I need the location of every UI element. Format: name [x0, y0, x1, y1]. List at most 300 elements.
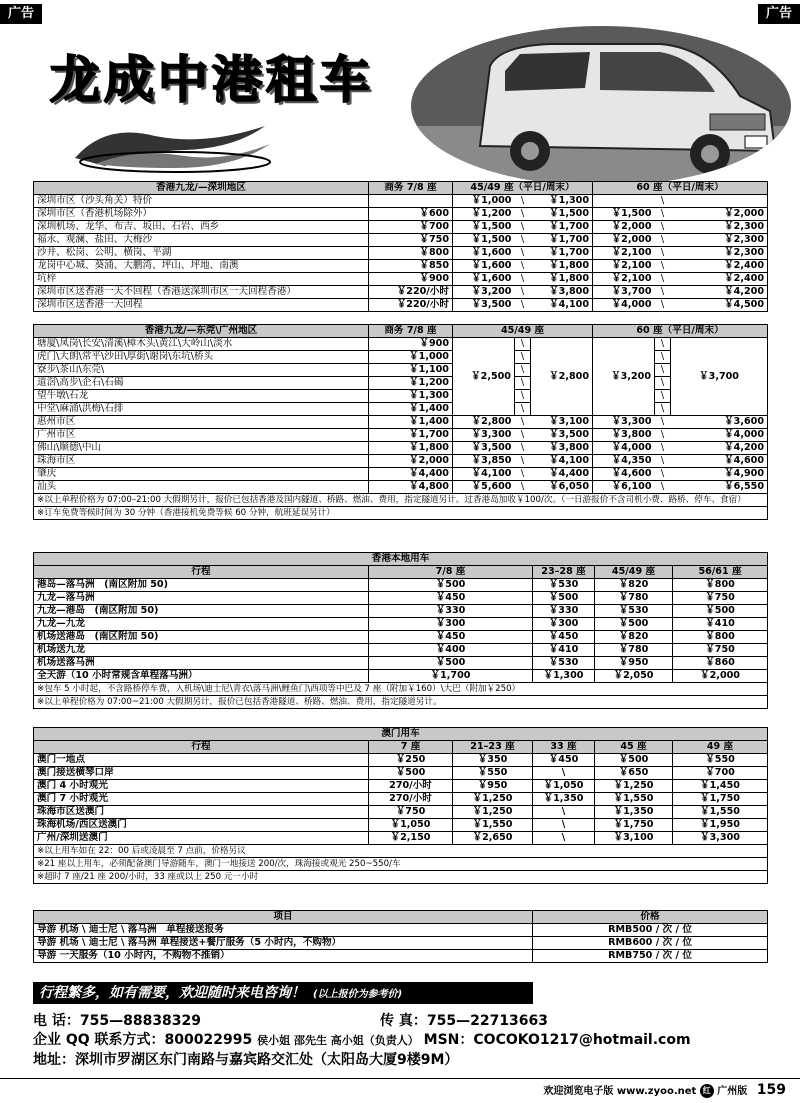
price-cell: ￥1,350	[595, 806, 673, 819]
separator: \	[515, 299, 531, 312]
dragon-logo-icon	[65, 118, 280, 180]
price-45-weekend: ￥3,500	[531, 429, 593, 442]
price-7-8: ￥800	[369, 247, 453, 260]
separator: \	[655, 299, 671, 312]
price-cell: ￥410	[533, 644, 595, 657]
price-cell: ￥500	[673, 605, 768, 618]
price-7-8: ￥900	[369, 273, 453, 286]
price-60-weekend: ￥4,200	[671, 286, 768, 299]
route-cell: 澳门 4 小时观光	[34, 780, 369, 793]
region-cell: 塘厦\凤岗\长安\清溪\樟木头\黄江\大岭山\淡水	[34, 338, 369, 351]
page-title: 龙成中港租车	[50, 51, 374, 109]
table-row	[34, 364, 768, 377]
region-cell: 寮步\茶山\东莞\	[34, 364, 369, 377]
separator: \	[655, 338, 671, 351]
price-60-weekday: ￥4,600	[593, 468, 655, 481]
route-cell: 机场送九龙	[34, 644, 369, 657]
price-45-weekday: ￥3,300	[453, 429, 515, 442]
price-cell: ￥1,400	[369, 403, 453, 416]
price-cell: \	[533, 767, 595, 780]
price-cell: ￥410	[673, 618, 768, 631]
price-45-weekend: ￥3,100	[531, 416, 593, 429]
header-col: 7 座	[369, 741, 453, 754]
header-price: 价格	[533, 911, 768, 924]
note-text: ※以上单程价格为 07:00–21:00 大假期另计，报价已包括香港及国内隧道、桥路、燃油、费用，指定隧道另计。过香港岛加收￥100/次。（一日游报价不含司机小费、路桥、停车、食宿）	[34, 494, 768, 507]
msn: MSN：COCOKO1217@hotmail.com	[423, 1032, 691, 1048]
price-45-weekend: ￥1,700	[531, 221, 593, 234]
price-45-weekend: ￥6,050	[531, 481, 593, 494]
price-cell: ￥500	[533, 592, 595, 605]
region-cell: 深圳市区（沙头角关）特价	[34, 195, 369, 208]
separator: \	[515, 273, 531, 286]
region-cell: 道滘\高步\企石\石碣	[34, 377, 369, 390]
publication-logo-icon: 红	[700, 1084, 714, 1098]
table-row	[34, 481, 768, 494]
table-row	[34, 924, 768, 937]
group-price-45: ￥2,500	[453, 338, 515, 416]
table-row	[34, 195, 768, 208]
price-60-weekend: ￥2,400	[671, 273, 768, 286]
region-cell: 望牛墩\石龙	[34, 390, 369, 403]
ad-corner-label-left: 广告	[0, 4, 42, 24]
table-row	[34, 644, 768, 657]
header-col: 21–23 座	[453, 741, 533, 754]
price-cell: ￥2,000	[673, 670, 768, 683]
table-row	[34, 605, 768, 618]
header-region: 香港九龙/—深圳地区	[34, 182, 369, 195]
table-row	[34, 442, 768, 455]
table-row	[34, 832, 768, 845]
price-45-weekday: ￥2,800	[453, 416, 515, 429]
separator: \	[655, 468, 671, 481]
price-cell: ￥1,100	[369, 364, 453, 377]
price-60-weekend: ￥4,900	[671, 468, 768, 481]
separator: \	[655, 260, 671, 273]
group-price-45-weekend: ￥2,800	[531, 338, 593, 416]
price-cell: 270/小时	[369, 780, 453, 793]
price-7-8: ￥600	[369, 208, 453, 221]
separator: \	[515, 195, 531, 208]
region-cell: 汕头	[34, 481, 369, 494]
price-cell: ￥330	[369, 605, 533, 618]
ad-corner-label-right: 广告	[758, 4, 800, 24]
table-row	[34, 767, 768, 780]
separator: \	[655, 442, 671, 455]
separator: \	[515, 481, 531, 494]
price-cell: ￥2,050	[595, 670, 673, 683]
table-header-row	[34, 911, 768, 924]
price-cell: ￥300	[369, 618, 533, 631]
route-cell: 全天游（10 小时常规含单程落马洲）	[34, 670, 369, 683]
price-45-weekend: ￥1,300	[531, 195, 593, 208]
price-cell: ￥530	[595, 605, 673, 618]
price-cell: ￥550	[453, 767, 533, 780]
price-60-weekend: ￥3,600	[671, 416, 768, 429]
separator: \	[655, 403, 671, 416]
table-row	[34, 793, 768, 806]
region-cell: 深圳市区送香港一天回程	[34, 299, 369, 312]
price-45-weekend: ￥4,400	[531, 468, 593, 481]
header-7-8-seat: 商务 7/8 座	[369, 325, 453, 338]
price-cell: ￥1,050	[369, 819, 453, 832]
price-cell: ￥1,550	[673, 806, 768, 819]
price-45-weekend: ￥4,100	[531, 455, 593, 468]
region-cell: 虎门\大朗\常平\沙田\厚街\谢岗\东坑\桥头	[34, 351, 369, 364]
note-text: ※超时 7 座/21 座 200/小时，33 座或以上 250 元一小时	[34, 871, 768, 884]
price-cell: ￥1,550	[595, 793, 673, 806]
price-cell: ￥1,550	[453, 819, 533, 832]
region-cell: 广州市区	[34, 429, 369, 442]
price-7-8: ￥700	[369, 221, 453, 234]
phone-line	[33, 1010, 201, 1030]
price-7-8: ￥220/小时	[369, 299, 453, 312]
price-45-weekend: ￥4,100	[531, 299, 593, 312]
price-60-weekend: ￥2,400	[671, 260, 768, 273]
price-cell: ￥250	[369, 754, 453, 767]
header-route: 行程	[34, 566, 369, 579]
group-price-60: ￥3,200	[593, 338, 655, 416]
price-cell: ￥500	[369, 657, 533, 670]
header-region: 香港九龙/—东莞\广州地区	[34, 325, 369, 338]
price-cell: ￥900	[369, 338, 453, 351]
price-cell: ￥1,750	[673, 793, 768, 806]
guide-service-table	[33, 910, 768, 963]
separator: \	[655, 351, 671, 364]
separator: \	[655, 286, 671, 299]
price-45-weekday: ￥1,600	[453, 247, 515, 260]
table-row	[34, 273, 768, 286]
price-45-weekday: ￥1,600	[453, 260, 515, 273]
separator: \	[515, 403, 531, 416]
separator: \	[655, 221, 671, 234]
price-7-8: ￥2,000	[369, 455, 453, 468]
section-title: 香港本地用车	[34, 553, 768, 566]
table-header-row	[34, 741, 768, 754]
price-cell: ￥820	[595, 579, 673, 592]
price-cell: ￥450	[533, 631, 595, 644]
price-45-weekend: ￥1,800	[531, 273, 593, 286]
price-cell: ￥750	[673, 592, 768, 605]
price-cell: ￥1,450	[673, 780, 768, 793]
region-cell: 珠海市区	[34, 455, 369, 468]
price-cell: ￥800	[673, 579, 768, 592]
price-cell: ￥450	[369, 592, 533, 605]
price-cell: ￥300	[533, 618, 595, 631]
price-cell: \	[533, 819, 595, 832]
price-cell: ￥350	[453, 754, 533, 767]
price-60-weekend: ￥2,300	[671, 247, 768, 260]
price-cell: ￥450	[533, 754, 595, 767]
price-60-weekday: ￥6,100	[593, 481, 655, 494]
macau-table	[33, 727, 768, 884]
price-cell: ￥450	[369, 631, 533, 644]
price-60-weekend: ￥4,200	[671, 442, 768, 455]
price-7-8: ￥1,700	[369, 429, 453, 442]
header-7-8-seat: 商务 7/8 座	[369, 182, 453, 195]
price-45-weekday: ￥5,600	[453, 481, 515, 494]
price-60-weekend: ￥2,300	[671, 221, 768, 234]
price-45-weekday: ￥4,100	[453, 468, 515, 481]
price-45-weekday: ￥1,200	[453, 208, 515, 221]
address-line	[33, 1049, 458, 1069]
price-45-weekend: ￥3,800	[531, 442, 593, 455]
route-cell: 机场送落马洲	[34, 657, 369, 670]
page-number: 159	[756, 1082, 786, 1098]
price-45-weekday: ￥1,600	[453, 273, 515, 286]
price-60-weekday: ￥2,000	[593, 234, 655, 247]
note-text: ※21 座以上用车，必须配备澳门导游随车，澳门一地接送 200/次，珠海接或观光 250~550/车	[34, 858, 768, 871]
price-cell: ￥750	[673, 644, 768, 657]
phone: 电 话：755—88838329	[33, 1013, 202, 1029]
price-cell: ￥820	[595, 631, 673, 644]
price-7-8: ￥4,400	[369, 468, 453, 481]
contact-persons: 侯小姐 邵先生 高小姐（负责人）	[257, 1034, 419, 1047]
separator: \	[655, 390, 671, 403]
table-row	[34, 416, 768, 429]
price-cell: ￥1,750	[595, 819, 673, 832]
price-7-8: ￥850	[369, 260, 453, 273]
price-cell: ￥1,000	[369, 351, 453, 364]
price-60-weekend	[671, 195, 768, 208]
table-row	[34, 260, 768, 273]
price-7-8: ￥1,400	[369, 416, 453, 429]
price-cell: ￥1,300	[369, 390, 453, 403]
service-cell: 导游 机场 \ 迪士尼 \ 落马洲 单程接送+餐厅服务（5 小时内，不购物）	[34, 937, 533, 950]
price-60-weekend: ￥4,000	[671, 429, 768, 442]
price-cell: ￥530	[533, 657, 595, 670]
group-price-60-weekend: ￥3,700	[671, 338, 768, 416]
price-cell: ￥3,100	[595, 832, 673, 845]
price-7-8: ￥4,800	[369, 481, 453, 494]
price-60-weekday: ￥2,000	[593, 221, 655, 234]
price-60-weekday: ￥2,100	[593, 247, 655, 260]
service-price: RMB500 / 次 / 位	[533, 924, 768, 937]
price-cell: 270/小时	[369, 793, 453, 806]
price-60-weekend: ￥4,600	[671, 455, 768, 468]
separator: \	[515, 416, 531, 429]
separator: \	[655, 455, 671, 468]
table-row	[34, 819, 768, 832]
price-60-weekday: ￥4,000	[593, 442, 655, 455]
price-cell: ￥2,650	[453, 832, 533, 845]
header-60-seat: 60 座（平日/周末）	[593, 325, 768, 338]
price-7-8: ￥750	[369, 234, 453, 247]
separator: \	[515, 286, 531, 299]
separator: \	[515, 364, 531, 377]
price-cell: ￥2,150	[369, 832, 453, 845]
separator: \	[655, 195, 671, 208]
header-45-49-seat: 45/49 座	[453, 325, 593, 338]
table-header-row	[34, 325, 768, 338]
price-cell: ￥700	[673, 767, 768, 780]
service-price: RMB600 / 次 / 位	[533, 937, 768, 950]
page-footer	[0, 1078, 800, 1100]
price-45-weekday: ￥1,500	[453, 234, 515, 247]
separator: \	[655, 208, 671, 221]
table-row	[34, 247, 768, 260]
price-60-weekday	[593, 195, 655, 208]
header-60-seat: 60 座（平日/周末）	[593, 182, 768, 195]
price-cell: ￥860	[673, 657, 768, 670]
route-cell: 九龙—港岛 (南区附加 50)	[34, 605, 369, 618]
table-header-row	[34, 182, 768, 195]
minivan-photo	[410, 26, 792, 186]
price-cell: ￥330	[533, 605, 595, 618]
region-cell: 福永、观澜、盐田、大梅沙	[34, 234, 369, 247]
price-cell: ￥750	[369, 806, 453, 819]
separator: \	[655, 234, 671, 247]
banner-subtext: (以上报价为参考价)	[313, 989, 403, 1000]
price-45-weekday: ￥3,500	[453, 442, 515, 455]
price-cell: ￥1,350	[533, 793, 595, 806]
service-cell: 导游 机场 \ 迪士尼 \ 落马洲 单程接送报务	[34, 924, 533, 937]
separator: \	[515, 468, 531, 481]
separator: \	[515, 377, 531, 390]
footer-text: 欢迎浏览电子版 www.zyoo.net	[543, 1086, 697, 1097]
separator: \	[515, 351, 531, 364]
service-cell: 导游 一天服务（10 小时内，不购物不推销）	[34, 950, 533, 963]
shenzhen-price-table	[33, 181, 768, 312]
table-row	[34, 592, 768, 605]
region-cell: 佛山\顺德\中山	[34, 442, 369, 455]
table-row	[34, 937, 768, 950]
price-60-weekend: ￥4,500	[671, 299, 768, 312]
consult-banner	[33, 982, 533, 1004]
price-cell: ￥650	[595, 767, 673, 780]
price-60-weekday: ￥4,000	[593, 299, 655, 312]
price-cell: ￥1,250	[453, 793, 533, 806]
price-cell: ￥500	[369, 767, 453, 780]
price-cell: ￥530	[533, 579, 595, 592]
table-row	[34, 754, 768, 767]
service-price: RMB750 / 次 / 位	[533, 950, 768, 963]
separator: \	[515, 247, 531, 260]
region-cell: 中堂\麻涌\洪梅\石排	[34, 403, 369, 416]
table-row	[34, 806, 768, 819]
price-45-weekend: ￥1,700	[531, 234, 593, 247]
note-text: ※包车 5 小时起，不含路桥停车费，入机场\迪士尼\青衣\落马洲\鲤鱼门\西项等中巴及 7 座（附加￥160）\大巴（附加￥250）	[34, 683, 768, 696]
table-row	[34, 208, 768, 221]
separator: \	[655, 273, 671, 286]
table-row	[34, 618, 768, 631]
dongguan-guangzhou-price-table	[33, 324, 768, 520]
separator: \	[515, 390, 531, 403]
note-row	[34, 845, 768, 858]
fax-line	[380, 1010, 548, 1030]
price-cell: ￥3,300	[673, 832, 768, 845]
route-cell: 广州/深圳送澳门	[34, 832, 369, 845]
table-row	[34, 468, 768, 481]
price-45-weekend: ￥1,500	[531, 208, 593, 221]
separator: \	[655, 416, 671, 429]
route-cell: 港岛—落马洲 (南区附加 50)	[34, 579, 369, 592]
note-row	[34, 696, 768, 709]
table-row	[34, 338, 768, 351]
route-cell: 九龙—九龙	[34, 618, 369, 631]
table-row	[34, 286, 768, 299]
price-cell: \	[533, 806, 595, 819]
header-col: 56/61 座	[673, 566, 768, 579]
region-cell: 深圳机场、龙华、布吉、坂田、石岩、西乡	[34, 221, 369, 234]
route-cell: 机场送港岛 (南区附加 50)	[34, 631, 369, 644]
table-row	[34, 579, 768, 592]
price-60-weekday: ￥2,100	[593, 260, 655, 273]
table-row	[34, 657, 768, 670]
note-text: ※订车免费等候时间为 30 分钟（香港接机免费等候 60 分钟，航班延误另计）	[34, 507, 768, 520]
table-row	[34, 455, 768, 468]
header-45-49-seat: 45/49 座（平日/周末）	[453, 182, 593, 195]
price-45-weekday: ￥3,200	[453, 286, 515, 299]
note-row	[34, 507, 768, 520]
price-cell: ￥400	[369, 644, 533, 657]
region-cell: 肇庆	[34, 468, 369, 481]
route-cell: 九龙—落马洲	[34, 592, 369, 605]
price-7-8: ￥1,800	[369, 442, 453, 455]
price-60-weekday: ￥1,500	[593, 208, 655, 221]
note-text: ※以上用车如在 22：00 后或凌晨至 7 点前，价格另议	[34, 845, 768, 858]
price-cell: ￥500	[595, 618, 673, 631]
separator: \	[515, 338, 531, 351]
table-row	[34, 377, 768, 390]
region-cell: 深圳市区送香港一天不回程（香港送深圳市区一天回程香港）	[34, 286, 369, 299]
note-row	[34, 494, 768, 507]
region-cell: 深圳市区（香港机场除外）	[34, 208, 369, 221]
region-cell: 沙井、松岗、公明、横岗、平湖	[34, 247, 369, 260]
price-cell: ￥1,250	[453, 806, 533, 819]
note-row	[34, 683, 768, 696]
price-60-weekday: ￥2,100	[593, 273, 655, 286]
table-row	[34, 403, 768, 416]
region-cell: 龙岗中心城、葵涌、大鹏湾、坪山、坪地、南澳	[34, 260, 369, 273]
route-cell: 珠海市区送澳门	[34, 806, 369, 819]
price-45-weekend: ￥1,700	[531, 247, 593, 260]
price-7-8: ￥220/小时	[369, 286, 453, 299]
note-row	[34, 871, 768, 884]
header-col: 45/49 座	[595, 566, 673, 579]
price-cell: ￥1,250	[595, 780, 673, 793]
separator: \	[655, 247, 671, 260]
price-45-weekday: ￥1,000	[453, 195, 515, 208]
price-cell: ￥1,050	[533, 780, 595, 793]
price-60-weekday: ￥3,800	[593, 429, 655, 442]
qq: 企业 QQ 联系方式：800022995	[33, 1032, 253, 1048]
route-cell: 澳门 7 小时观光	[34, 793, 369, 806]
separator: \	[515, 221, 531, 234]
price-cell: ￥500	[595, 754, 673, 767]
table-row	[34, 221, 768, 234]
table-row	[34, 631, 768, 644]
separator: \	[515, 442, 531, 455]
separator: \	[515, 208, 531, 221]
table-row	[34, 429, 768, 442]
separator: \	[655, 429, 671, 442]
price-cell: ￥1,700	[369, 670, 533, 683]
separator: \	[655, 364, 671, 377]
price-60-weekday: ￥3,300	[593, 416, 655, 429]
price-cell: ￥780	[595, 592, 673, 605]
header-col: 49 座	[673, 741, 768, 754]
price-60-weekend: ￥6,550	[671, 481, 768, 494]
header-col: 7/8 座	[369, 566, 533, 579]
separator: \	[515, 429, 531, 442]
route-cell: 珠海机场/西区送澳门	[34, 819, 369, 832]
price-60-weekend: ￥2,300	[671, 234, 768, 247]
price-cell: ￥780	[595, 644, 673, 657]
region-cell: 惠州市区	[34, 416, 369, 429]
separator: \	[655, 377, 671, 390]
table-row	[34, 670, 768, 683]
region-cell: 坑梓	[34, 273, 369, 286]
